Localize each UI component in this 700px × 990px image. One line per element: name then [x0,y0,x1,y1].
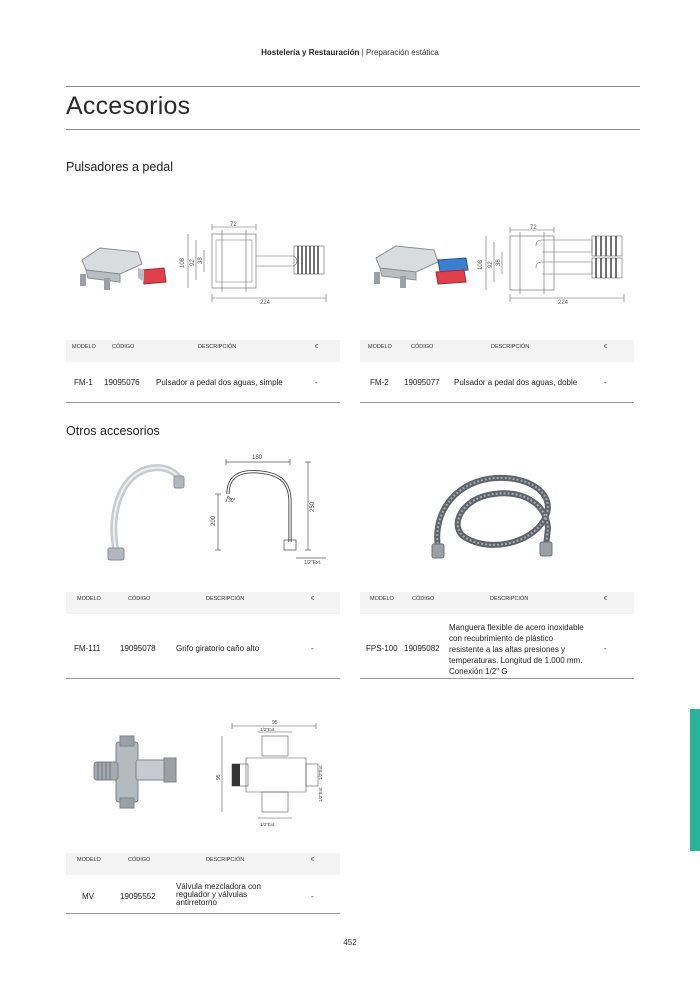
cell-codigo: 19095078 [120,644,156,653]
dim-top: 1/2"Ext. [260,727,276,732]
table-header-fm111 [66,592,340,614]
dim-angle: 30° [228,498,236,504]
col-codigo: CÓDIGO [112,344,135,350]
col-precio: € [604,596,608,602]
col-precio: € [315,344,319,350]
valve-photo [90,734,182,810]
dim-thread: 1/2"Ext. [304,560,322,566]
pedal-single-drawing [176,218,342,308]
cell-descripcion: Grifo giratorio caño alto [176,644,260,653]
col-codigo: CÓDIGO [412,596,435,602]
dim-38: 38 [198,257,204,264]
dim-224: 224 [260,300,271,306]
cell-codigo: 19095082 [404,644,440,653]
valve-drawing [216,718,328,830]
title-rule-top [66,86,640,87]
dim-92: 92 [190,259,196,266]
section-accent-tab [690,709,700,851]
table-row [66,875,340,914]
table-header-fps100 [360,592,634,614]
col-modelo: MODELO [370,596,394,602]
header-subcategory: Preparación estática [365,48,439,57]
table-row [66,614,340,679]
cell-precio: - [315,378,318,387]
cell-descripcion: Manguera flexible de acero inoxidable con recubrimiento de plástico resistente a las altas presiones y temperaturas. Longitud de 1.000 mm. Conexión 1/2" G [449,623,584,676]
dim-250: 250 [310,501,316,512]
dim-width: 95 [272,720,278,726]
col-codigo: CÓDIGO [411,344,434,350]
dim-200: 200 [211,515,217,526]
cell-modelo: MV [82,892,94,901]
table-header-fm1 [66,340,340,362]
dim-108: 108 [180,257,186,268]
dim-bottom: 1/2"Ext. [260,822,276,827]
col-descripcion: DESCRIPCIÓN [491,344,530,350]
col-modelo: MODELO [72,344,96,350]
page-title: Accesorios [66,92,191,120]
col-modelo: MODELO [368,344,392,350]
col-precio: € [311,857,315,863]
cell-modelo: FM-2 [370,378,389,387]
dim-72: 72 [530,225,537,231]
cell-codigo: 19095077 [404,378,440,387]
section-title-otros: Otros accesorios [66,424,160,438]
cell-codigo: 19095076 [104,378,140,387]
pedal-double-drawing [474,222,636,306]
dim-right-2: 1/2"Ext. [318,786,323,802]
col-codigo: CÓDIGO [128,596,151,602]
running-header [0,48,700,57]
faucet-photo [100,462,188,566]
dim-72: 72 [230,222,237,228]
cell-modelo: FM-1 [74,378,93,387]
hose-photo [420,468,566,564]
table-header-mv [66,853,340,875]
cell-precio: - [604,378,607,387]
col-descripcion: DESCRIPCIÓN [198,344,237,350]
table-row [360,362,634,403]
col-descripcion: DESCRIPCIÓN [206,857,245,863]
col-descripcion: DESCRIPCIÓN [206,596,245,602]
col-precio: € [604,344,608,350]
col-modelo: MODELO [77,596,101,602]
col-descripcion: DESCRIPCIÓN [490,596,529,602]
faucet-drawing [206,452,334,568]
table-row [360,614,634,679]
dim-92: 92 [488,261,494,268]
dim-height: 95 [216,774,222,780]
cell-descripcion: Pulsador a pedal dos aguas, doble [454,378,578,387]
dim-right-1: 1/2"Ext. [318,764,323,780]
header-category: Hostelería y Restauración [261,48,360,57]
cell-precio: - [311,892,314,901]
table-header-fm2 [360,340,634,362]
title-rule-bottom [66,129,640,130]
cell-descripcion: Válvula mezcladora con regulador y válvulas antirretorno [176,882,261,907]
cell-precio: - [604,644,607,653]
col-precio: € [311,596,315,602]
dim-224: 224 [558,300,569,306]
dim-108: 108 [478,259,484,270]
header-separator: | [361,48,364,57]
cell-modelo: FPS-100 [366,644,398,653]
col-codigo: CÓDIGO [128,857,151,863]
dim-38: 38 [496,259,502,266]
section-title-pedal: Pulsadores a pedal [66,160,174,174]
cell-descripcion: Pulsador a pedal dos aguas, simple [156,378,283,387]
cell-modelo: FM-111 [74,644,101,653]
pedal-double-photo [370,236,474,294]
pedal-single-photo [76,238,170,294]
dim-180: 180 [252,455,263,461]
cell-precio: - [311,644,314,653]
col-modelo: MODELO [77,857,101,863]
page-number: 452 [343,938,357,947]
cell-codigo: 19095552 [120,892,156,901]
table-row [66,362,340,403]
